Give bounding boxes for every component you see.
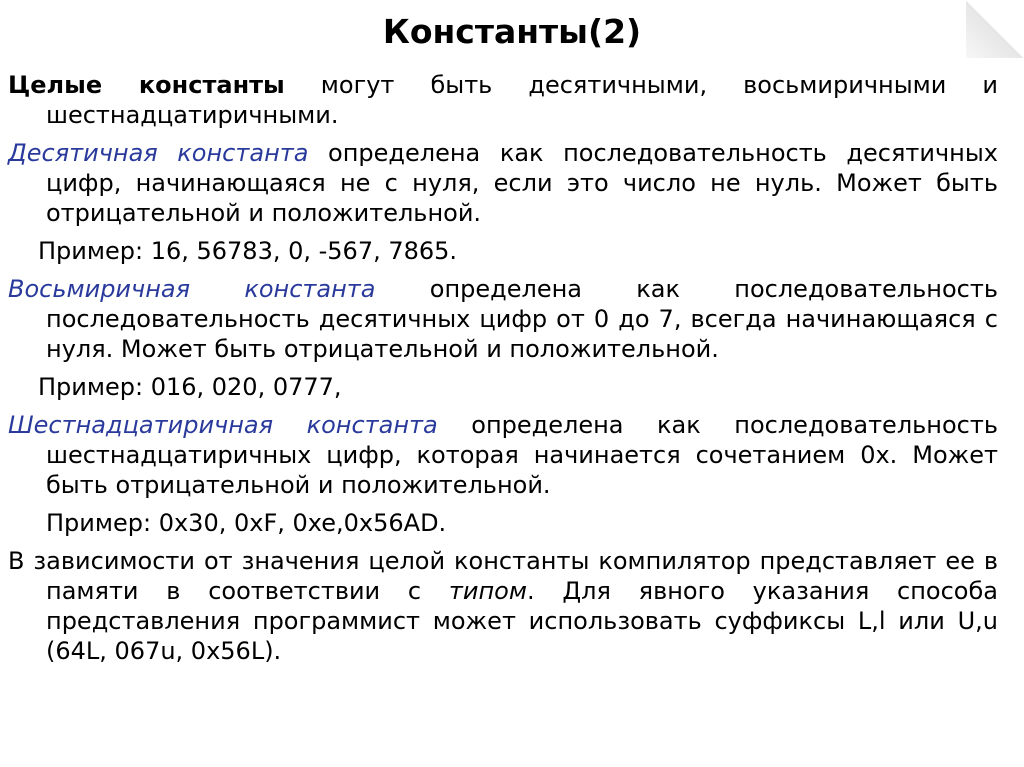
term-integer-constants: Целые константы xyxy=(8,71,285,99)
example-hex: Пример: 0x30, 0xF, 0xe,0x56AD. xyxy=(46,509,447,537)
example-octal: Пример: 016, 020, 0777, xyxy=(38,373,342,401)
slide-body xyxy=(8,70,998,674)
example-decimal: Пример: 16, 56783, 0, -567, 7865. xyxy=(38,237,458,265)
term-decimal-constant: Десятичная константа xyxy=(8,139,309,167)
italic-word-type: типом xyxy=(448,577,527,605)
paragraph-text: определена как последовательность последовательность десятичных цифр от 0 до 7, всегда начинающаяся с нуля. Может быть отрицательной и положительной. xyxy=(46,275,998,363)
term-hex-constant: Шестнадцатиричная константа xyxy=(8,411,438,439)
paragraph-text: определена как последовательность шестнадцатиричных цифр, которая начинается сочетанием 0x. Может быть отрицательной и положительной. xyxy=(46,411,998,499)
paragraph-octal-constant xyxy=(8,274,998,364)
paragraph-compiler-types xyxy=(8,546,998,666)
paragraph-text: определена как последовательность десятичных цифр, начинающаяся не с нуля, если это число не нуль. Может быть отрицательной и положительной. xyxy=(46,139,998,227)
paragraph-integer-constants xyxy=(8,70,998,130)
paragraph-text: . Для явного указания способа представления программист может использовать суффиксы L,l или U,u (64L, 067u, 0x56L). xyxy=(46,577,998,665)
paragraph-hex-constant xyxy=(8,410,998,500)
term-octal-constant: Восьмиричная константа xyxy=(8,275,376,303)
slide-title: Константы(2) xyxy=(382,12,642,51)
paragraph-text: В зависимости от значения целой константы компилятор представляет ее в памяти в соответствии с xyxy=(8,547,998,605)
paragraph-text: могут быть десятичными, восьмиричными и шестнадцатиричными. xyxy=(46,71,998,129)
paragraph-decimal-constant xyxy=(8,138,998,228)
